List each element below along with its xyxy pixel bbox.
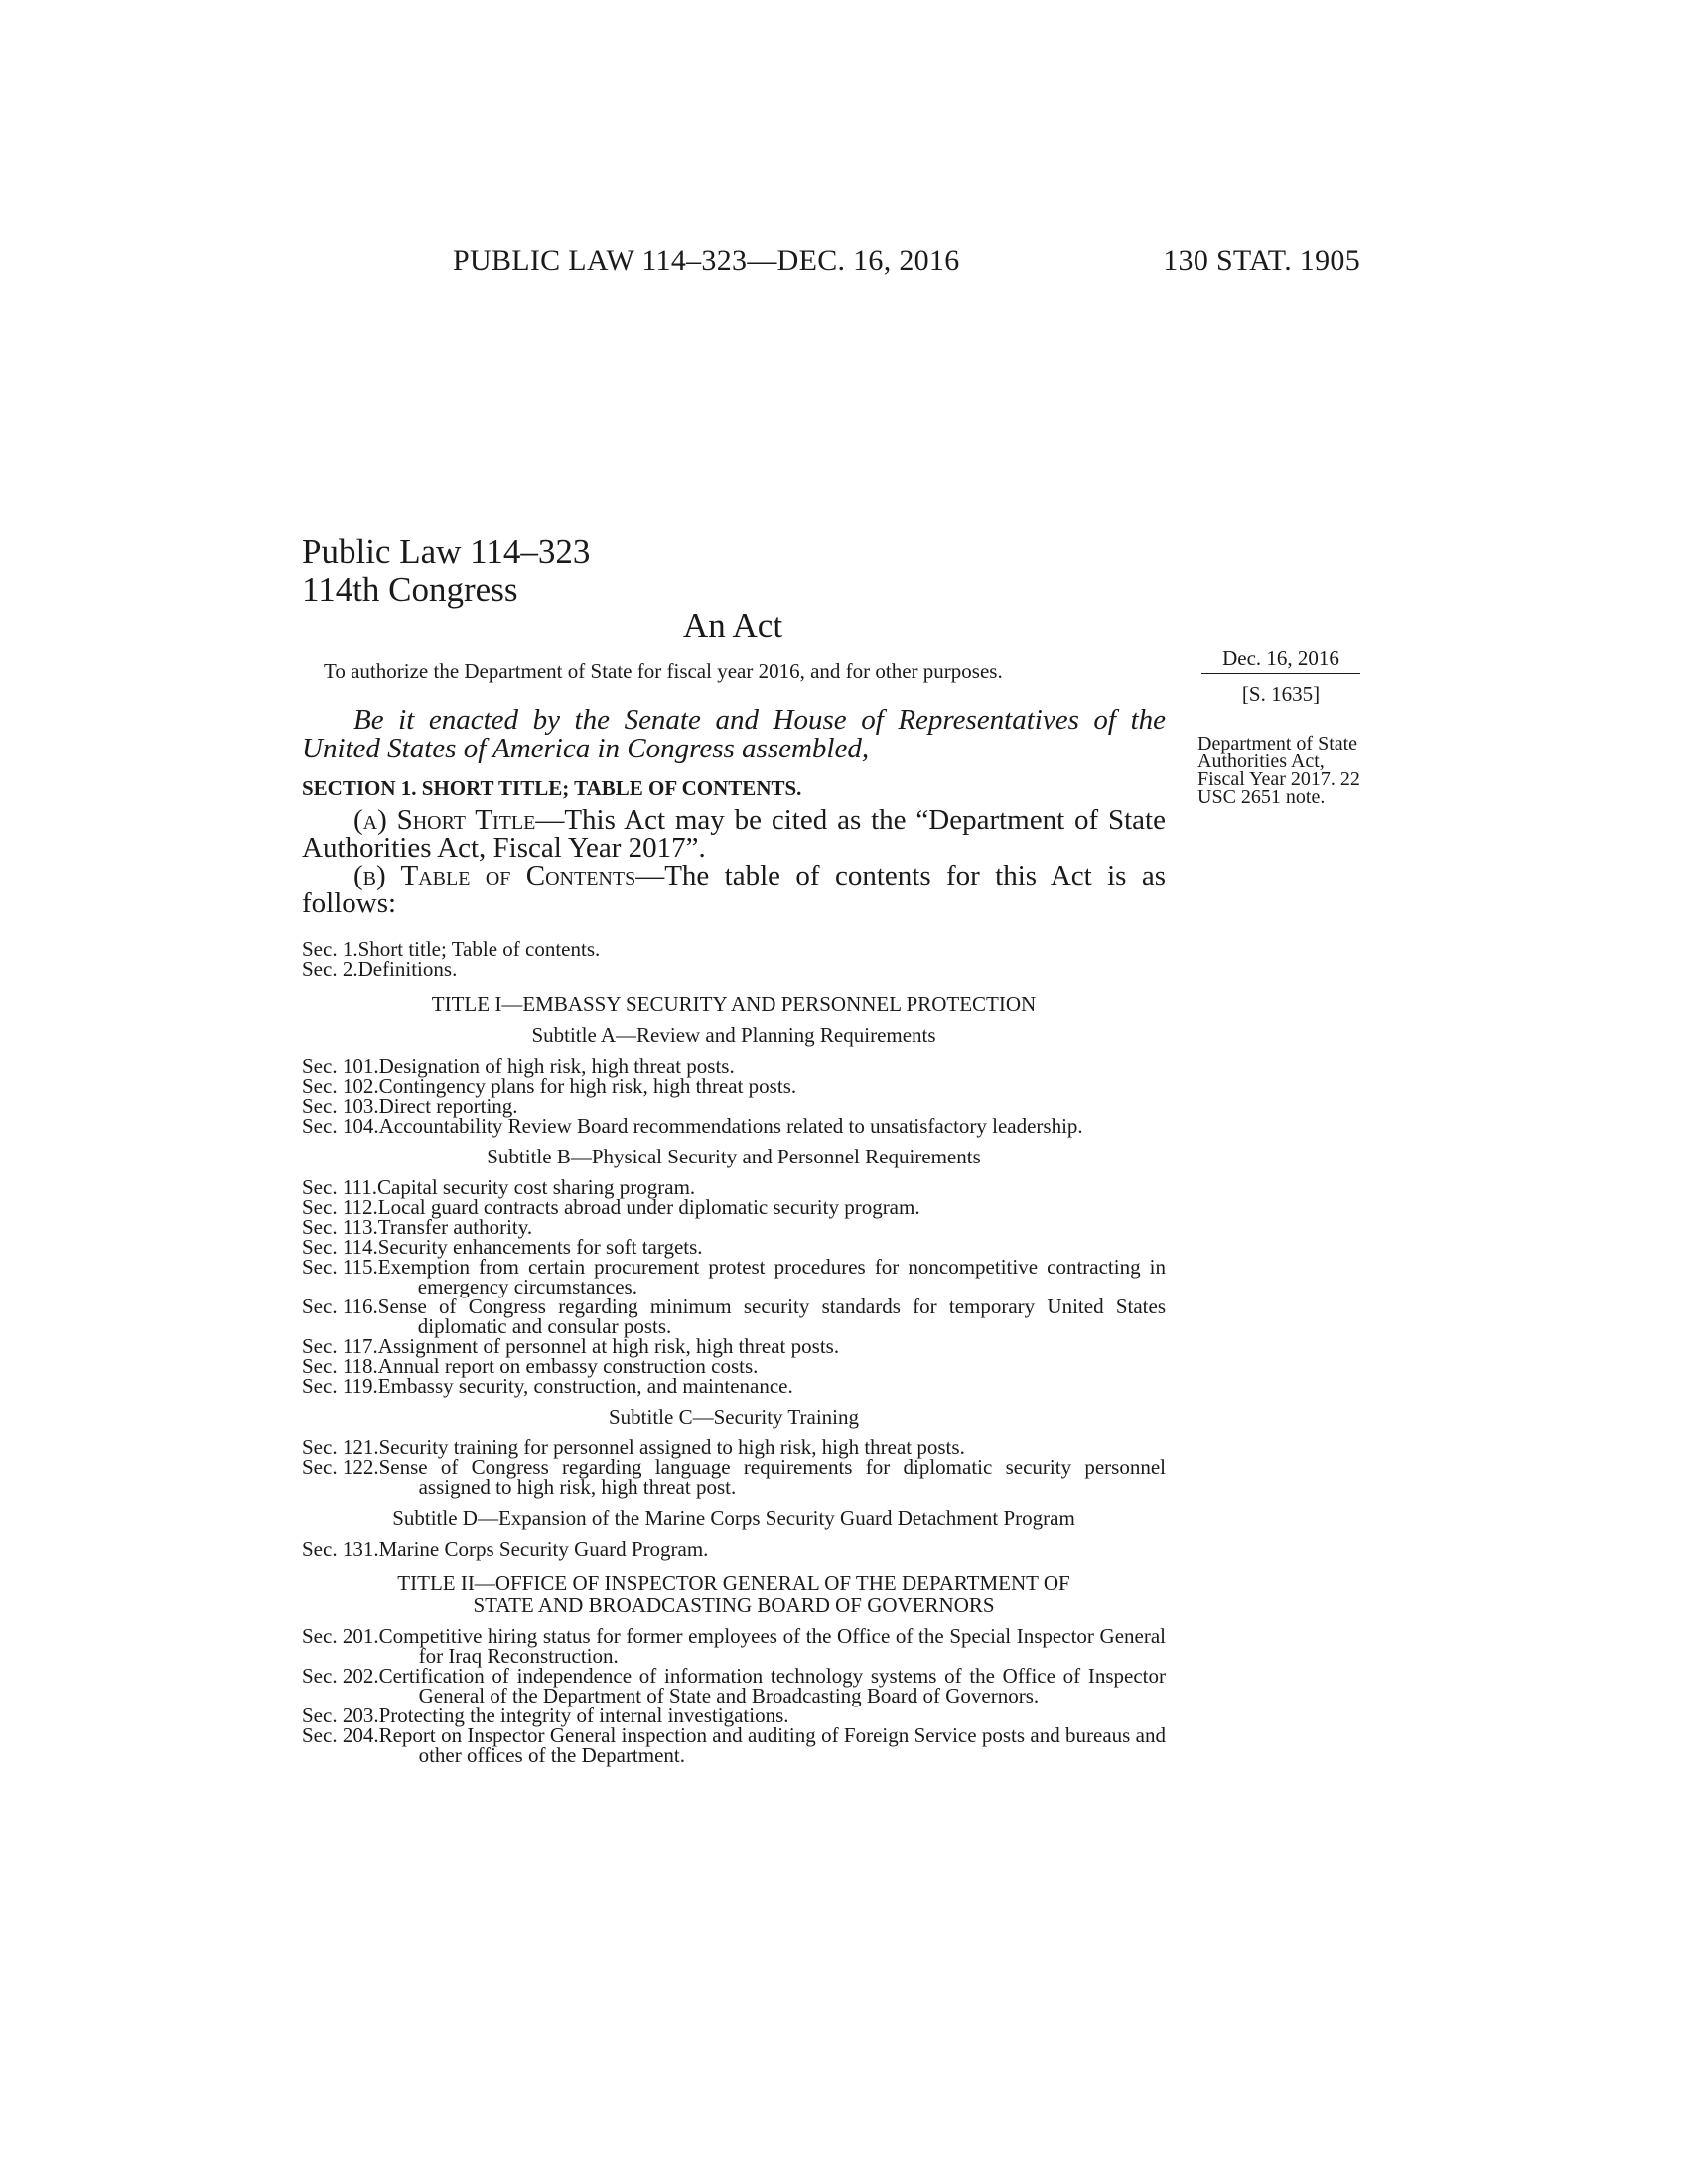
toc-entry: [302, 1376, 1166, 1396]
toc-section-title: Direct reporting.: [378, 1094, 518, 1118]
toc-section-title: Certification of independence of information technology systems of the Office of Inspector General of the Department of State and Broadcasting Board of Governors.: [378, 1664, 1166, 1707]
public-law-number: Public Law 114–323: [302, 532, 591, 571]
subsection-b: [302, 862, 1166, 917]
running-header-stat-page: 130 STAT. 1905: [1163, 244, 1360, 277]
toc-subtitle-c-list: [302, 1437, 1166, 1497]
toc-entry: [302, 1096, 1166, 1116]
toc-entry: [302, 1076, 1166, 1096]
subsection-a-text: —This Act may be cited as the “Department of State Authorities Act, Fiscal Year 2017”.: [302, 804, 1166, 864]
table-of-contents: [302, 939, 1166, 1765]
toc-section-number: Sec. 202.: [302, 1664, 379, 1688]
toc-entry: [302, 1116, 1166, 1136]
running-header-citation: PUBLIC LAW 114–323—DEC. 16, 2016: [453, 244, 960, 277]
toc-subtitle-c-heading: Subtitle C—Security Training: [608, 1405, 860, 1429]
toc-title-2-line-2: STATE AND BROADCASTING BOARD OF GOVERNORS: [473, 1593, 995, 1617]
enacting-clause: Be it enacted by the Senate and House of Representatives of the United States of America in Congress assembled,: [302, 704, 1166, 764]
toc-section-title: Annual report on embassy construction costs.: [377, 1354, 759, 1378]
toc-entry: [302, 1539, 1166, 1559]
toc-section-number: Sec. 102.: [302, 1074, 379, 1098]
toc-section-number: Sec. 201.: [302, 1624, 379, 1648]
toc-entry: [302, 1257, 1166, 1297]
toc-entry: [302, 1457, 1166, 1497]
an-act-heading: An Act: [682, 607, 783, 645]
subsection-b-label: (b) Table of Contents: [353, 860, 636, 891]
toc-section-number: Sec. 113.: [302, 1215, 378, 1239]
margin-date: Dec. 16, 2016: [1201, 646, 1360, 674]
toc-entry: [302, 1297, 1166, 1336]
toc-section-number: Sec. 122.: [302, 1455, 379, 1479]
toc-entry: [302, 1056, 1166, 1076]
toc-section-number: Sec. 117.: [302, 1334, 378, 1358]
toc-section-title: Security enhancements for soft targets.: [377, 1235, 703, 1259]
toc-section-title: Protecting the integrity of internal investigations.: [378, 1704, 789, 1727]
toc-section-number: Sec. 121.: [302, 1435, 379, 1459]
toc-title-2-line-1: TITLE II—OFFICE OF INSPECTOR GENERAL OF THE DEPARTMENT OF: [397, 1571, 1070, 1595]
subsection-b-text: —The table of contents for this Act is as follows:: [302, 860, 1166, 919]
subsection-a-label: (a) Short Title: [353, 804, 536, 836]
toc-subtitle-d-heading: Subtitle D—Expansion of the Marine Corps Security Guard Detachment Program: [392, 1506, 1075, 1530]
toc-section-number: Sec. 116.: [302, 1295, 378, 1318]
toc-entry: [302, 1177, 1166, 1197]
toc-section-number: Sec. 104.: [302, 1114, 379, 1138]
margin-note: Department of State Authorities Act, Fiscal Year 2017. 22 USC 2651 note.: [1197, 733, 1360, 808]
toc-section-number: Sec. 118.: [302, 1354, 378, 1378]
toc-section-number: Sec. 112.: [302, 1195, 378, 1219]
toc-entry: [302, 1336, 1166, 1356]
toc-section-title: Security training for personnel assigned to high risk, high threat posts.: [378, 1435, 965, 1459]
toc-section-title: Sense of Congress regarding language requirements for diplomatic security personnel assigned to high risk, high threat post.: [378, 1455, 1166, 1499]
toc-section-number: Sec. 101.: [302, 1054, 379, 1078]
toc-subtitle-b-list: [302, 1177, 1166, 1396]
toc-section-title: Embassy security, construction, and maintenance.: [377, 1374, 793, 1398]
toc-entry: [302, 1626, 1166, 1666]
toc-entry: [302, 1197, 1166, 1217]
toc-section-title: Accountability Review Board recommendations related to unsatisfactory leadership.: [378, 1114, 1083, 1138]
toc-section-title: Contingency plans for high risk, high threat posts.: [378, 1074, 797, 1098]
toc-section-number: Sec. 1.: [302, 937, 358, 961]
toc-section-number: Sec. 204.: [302, 1723, 379, 1747]
toc-subtitle-d-list: [302, 1539, 1166, 1559]
toc-section-title: Designation of high risk, high threat posts.: [378, 1054, 735, 1078]
toc-section-title: Local guard contracts abroad under diplomatic security program.: [377, 1195, 920, 1219]
toc-section-title: Transfer authority.: [377, 1215, 533, 1239]
toc-section-number: Sec. 115.: [302, 1255, 378, 1279]
toc-section-number: Sec. 103.: [302, 1094, 379, 1118]
toc-section-number: Sec. 131.: [302, 1537, 379, 1561]
toc-entry: [302, 1437, 1166, 1457]
toc-title-2-heading: [302, 1572, 1166, 1616]
toc-section-number: Sec. 114.: [302, 1235, 378, 1259]
congress-number: 114th Congress: [302, 570, 518, 609]
toc-entry: [302, 1725, 1166, 1765]
toc-section-title: Report on Inspector General inspection and auditing of Foreign Service posts and bureaus and other offices of the Department.: [378, 1723, 1166, 1767]
toc-entry: [302, 939, 1166, 959]
toc-section-title: Exemption from certain procurement protest procedures for noncompetitive contracting in emergency circumstances.: [377, 1255, 1166, 1298]
margin-bill-number: [S. 1635]: [1241, 682, 1321, 706]
toc-entry: [302, 1706, 1166, 1725]
toc-section-title: Sense of Congress regarding minimum security standards for temporary United States diplomatic and consular posts.: [377, 1295, 1166, 1338]
toc-section-title: Capital security cost sharing program.: [377, 1175, 696, 1199]
toc-section-title: Competitive hiring status for former employees of the Office of the Special Inspector General for Iraq Reconstruction.: [378, 1624, 1166, 1668]
toc-entry: [302, 959, 1166, 979]
toc-entry: [302, 1217, 1166, 1237]
toc-section-number: Sec. 203.: [302, 1704, 379, 1727]
toc-section-number: Sec. 119.: [302, 1374, 378, 1398]
toc-section-title: Definitions.: [357, 957, 458, 981]
toc-section-number: Sec. 2.: [302, 957, 358, 981]
act-purpose: To authorize the Department of State for fiscal year 2016, and for other purposes.: [324, 659, 1003, 683]
subsection-a: [302, 806, 1166, 862]
toc-section-number: Sec. 111.: [302, 1175, 378, 1199]
toc-entry: [302, 1356, 1166, 1376]
toc-title-1-heading: TITLE I—EMBASSY SECURITY AND PERSONNEL PROTECTION: [431, 992, 1037, 1016]
toc-section-title: Assignment of personnel at high risk, high threat posts.: [377, 1334, 840, 1358]
toc-intro-list: [302, 939, 1166, 979]
toc-entry: [302, 1237, 1166, 1257]
toc-subtitle-b-heading: Subtitle B—Physical Security and Personnel Requirements: [487, 1145, 981, 1168]
toc-subtitle-a-heading: Subtitle A—Review and Planning Requirements: [531, 1024, 936, 1047]
toc-title-2-list: [302, 1626, 1166, 1765]
toc-subtitle-a-list: [302, 1056, 1166, 1136]
section-1-heading: SECTION 1. SHORT TITLE; TABLE OF CONTENTS.: [302, 776, 802, 800]
toc-section-title: Marine Corps Security Guard Program.: [378, 1537, 709, 1561]
toc-section-title: Short title; Table of contents.: [357, 937, 601, 961]
toc-entry: [302, 1666, 1166, 1706]
